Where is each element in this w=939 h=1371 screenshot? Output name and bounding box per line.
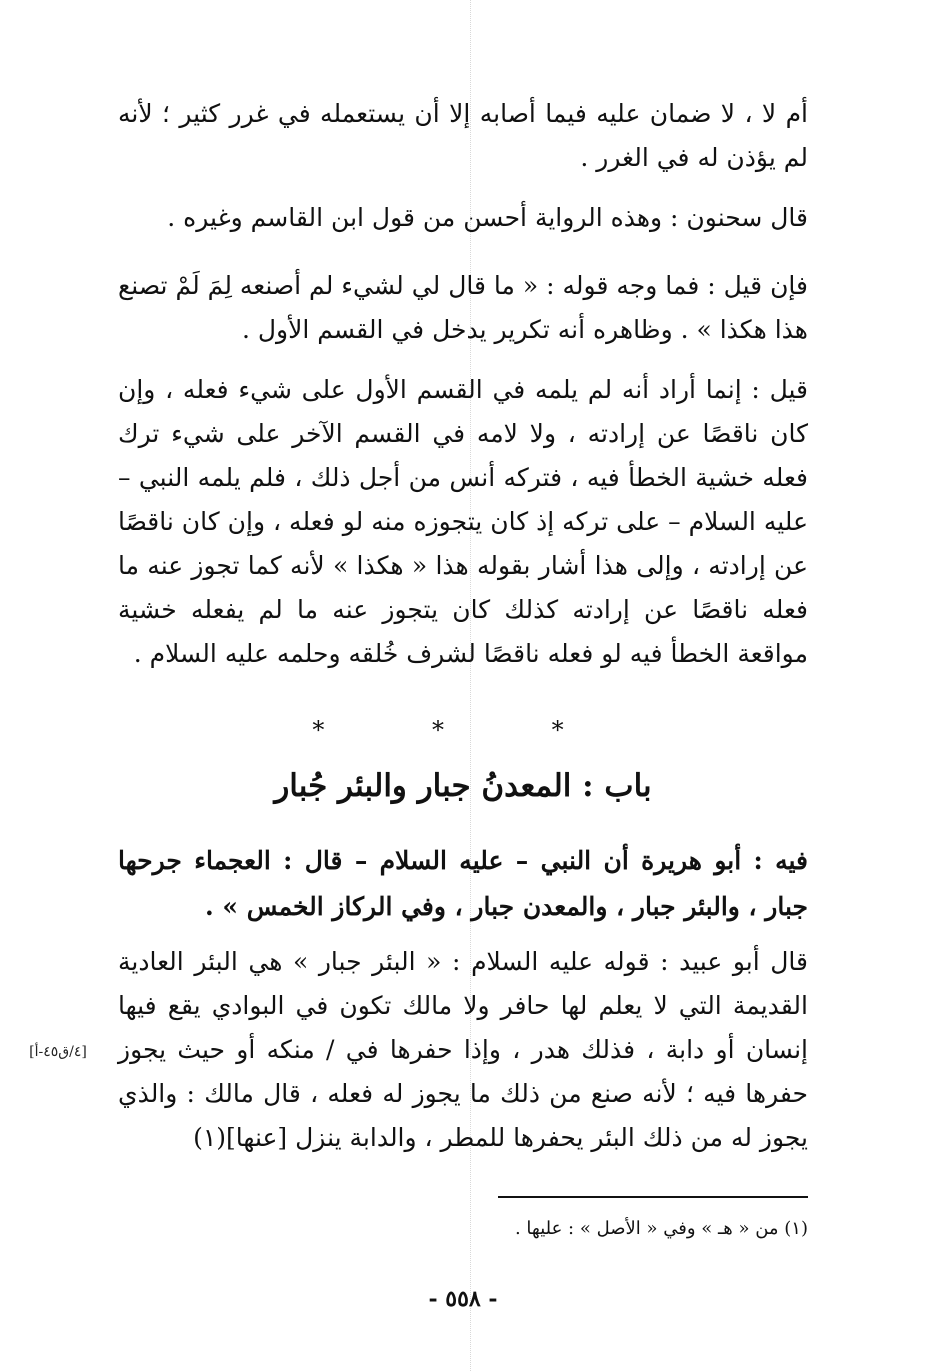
paragraph-3: فإن قيل : فما وجه قوله : « ما قال لي لشيء لم أصنعه لِمَ لَمْ تصنع هذا هكذا » . وظاهره أنه تكرير يدخل في القسم الأول . [118, 271, 808, 344]
page-number: - ٥٥٨ - [428, 1286, 498, 1312]
footnote: (١) من « هـ » وفي « الأصل » : عليها . [514, 1218, 808, 1239]
paragraph-5: قال أبو عبيد : قوله عليه السلام : « البئر جبار » هي البئر العادية القديمة التي لا يعلم لها حافر ولا مالك تكون في البوادي يقع فيها إنسان أو دابة ، فذلك هدر ، وإذا حفرها في / منكه أو حيث يجوز حفرها فيه ؛ لأنه صنع من ذلك ما يجوز له فعله ، قال مالك : والذي يجوز له من ذلك البئر يحفرها للمطر ، والدابة ينزل [عنها](١) [118, 947, 808, 1152]
paragraph-1: أم لا ، لا ضمان عليه فيما أصابه إلا أن يستعمله في غرر كثير ؛ لأنه لم يؤذن له في الغرر . [118, 99, 808, 172]
hadith-text: فيه : أبو هريرة أن النبي – عليه السلام – قال : العجماء جرحها جبار ، والبئر جبار ، والمعدن جبار ، وفي الركاز الخمس » . [118, 846, 808, 921]
chapter-heading: باب : المعدنُ جبار والبئر جُبار [274, 768, 652, 804]
paragraph-4: قيل : إنما أراد أنه لم يلمه في القسم الأول على شيء فعله ، وإن كان ناقصًا عن إرادته ، ولا لامه في القسم الآخر على شيء ترك فعله خشية الخطأ فيه ، فتركه أنس من أجل ذلك ، فلم يلمه النبي – عليه السلام – على تركه إذ كان يتجوزه منه لو فعله ، وإن كان ناقصًا عن إرادته ، وإلى هذا أشار بقوله هذا « هكذا » لأنه كما تجوز عنه ما فعله ناقصًا عن إرادته كذلك كان يتجوز عنه ما لم يفعله خشية مواقعة الخطأ فيه لو فعله ناقصًا لشرف خُلقه وحلمه عليه السلام . [118, 375, 808, 668]
paragraph-2: قال سحنون : وهذه الرواية أحسن من قول ابن القاسم وغيره . [167, 203, 808, 232]
footnote-divider [498, 1196, 808, 1198]
section-separator: * * * [312, 716, 614, 744]
margin-manuscript-reference: [٤/ق٤٥-أ] [29, 1044, 87, 1060]
